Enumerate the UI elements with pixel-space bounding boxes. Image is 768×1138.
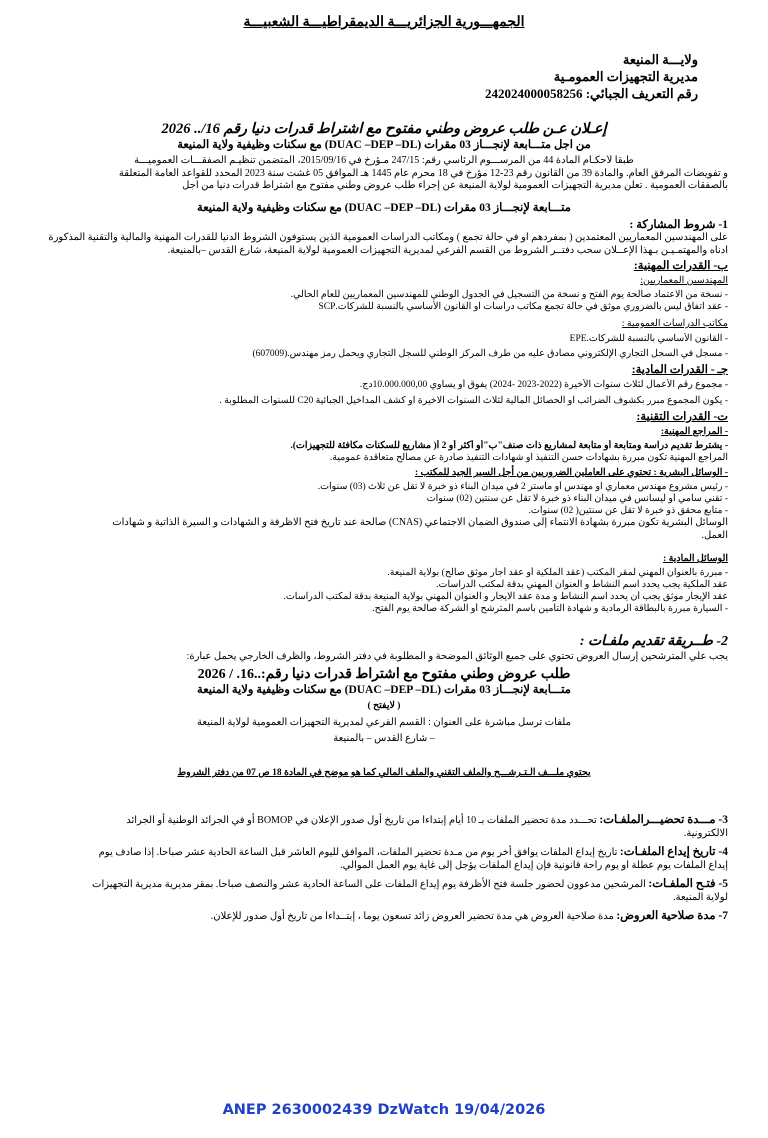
list-item: - نسخة من الاعتماد صالحة يوم الفتح و نسخة من التسجيل في الجدول الوطني للمهندسين المعماريين للعام الحالي.	[290, 290, 728, 300]
financial-list	[40, 379, 728, 407]
list-item: - مبررة بالعنوان المهني لمقر المكتب (عقد الملكية أو عقد أجار موثق صالح) بولاية المنيعة.	[387, 568, 728, 578]
section-4	[40, 845, 728, 872]
section-1-line: على المهندسين المعماريين المعتمدين ( بمفردهم أو في حالة تجمع ) ومكاتب الدراسات العمومية الذين يستوفون الشروط الدنيا للقدرات المهنية والمالية والتقنية المذكورة	[48, 232, 728, 243]
anep-footer: ANEP 2630002439 DzWatch 19/04/2026	[222, 1102, 546, 1118]
references-title: - المراجع المهنية:	[660, 427, 728, 437]
section-4-text-cont: إيداع الملفات يوم عطلة او يوم راحة قانونية فإن إيداع الملفات يؤجل إلى غاية يوم العمل الموالي.	[340, 859, 728, 871]
section-2-paragraph: يجب علي المترشحين إرسال العروض تحتوي على جميع الوثائق الموضحة و المطلوبة في دفتر الشروط، والظرف الخارجي يحمل عبارة:	[186, 651, 728, 662]
section-5-text: المرشحين مدعوون لحضور جلسة فتح الأظرفة يوم إيداع الملفات على الساعة الحادية عشر والنصف صباحا. بمقر مديرية مديرية التجهيزات	[92, 879, 649, 890]
section-7-label: 7- مدة صلاحية العروض:	[616, 910, 728, 922]
section-1-paragraph	[40, 232, 728, 257]
intro-line: طبقا لأحكـام المادة 44 من المرســـوم الرئاسي رقم: 247/15 مـؤرخ في 2015/09/16، المتضمن تنظيـم الصفقـــات العموميـــة	[134, 155, 634, 166]
list-item: المراجع المهنية تكون مبررة بشهادات حسن التنفيذ او شهادات التنفيذ صادرة عن مصالح متعاقدة عمومية.	[329, 453, 728, 463]
section-1-title: 1- شروط المشاركة :	[629, 219, 728, 231]
professional-capacity-title: ب- القدرات المهنية:	[633, 260, 728, 272]
list-item: - يشترط تقديم دراسة ومتابعة أو متابعة لمشاريع ذات صنف"ب"أو أكثر أو 2 أ( مشاريع للسكنات مكافئة للتجهيزات).	[290, 441, 728, 451]
directorate-label: مديرية التجهيزات العمومـية	[553, 69, 698, 84]
material-means-list	[40, 567, 728, 615]
references-list	[40, 440, 728, 464]
list-item: - السيارة مبررة بالبطاقة الرمادية و شهادة التأمين باسم المترشح أو الشركة صالحة يوم الفتح.	[372, 604, 728, 614]
section-4-label: 4- تاريخ إيداع الملفـات:	[619, 846, 728, 858]
offices-title: مكاتب الدراسات العمومية :	[621, 319, 728, 329]
staff-title: - الوسائل البشرية : تحتوي على العاملين الضروريين من أجل السير الجيد للمكتب :	[415, 468, 728, 478]
intro-paragraph	[40, 155, 728, 193]
tax-id: رقم التعريف الجبائي: 242024000058256	[484, 86, 698, 101]
wilaya-label: ولايـــة المنيعة	[622, 52, 698, 67]
section-1-line: أدناه والمهتمـيـن بـهذا الإعــلان سحب دفتــر الشروط من القسم الفرعي لمديرية التجهيزات العمومية لولاية المنيعة، شارع القدس –بالمنيعة.	[167, 244, 728, 256]
material-means-title: الوسائل المادية :	[663, 554, 728, 564]
architects-list	[40, 289, 728, 313]
list-item: - مسجل في السجل التجاري الإلكتروني مصادق عليه من طرف المركز الوطني للسجل التجاري ويحمل رمز مهندس.(607009)	[252, 349, 728, 359]
list-item: - متابع محقق ذو خبرة لا تقل عن سنتين( 02) سنوات.	[528, 506, 728, 516]
list-item: - تقني سامي أو ليسانس في ميدان البناء ذو خبرة لا تقل عن سنتين (02) سنوات	[426, 494, 728, 504]
section-3	[40, 813, 728, 840]
section-3-label: 3- مـــدة تحضيـــرالملفـات:	[599, 814, 728, 826]
section-7	[40, 909, 728, 924]
section-3-text-cont: الالكترونية.	[683, 827, 728, 839]
notice-title: إعـلان عـن طلب عروض وطني مفتوح مع اشتراط قدرات دنيا رقم 16/.. 2026	[161, 121, 607, 137]
section-5-label: 5- فتـح الملفـات:	[648, 878, 728, 890]
section-5	[40, 877, 728, 904]
list-item: - القانون الأساسي بالنسبة للشركات.EPE	[569, 334, 728, 344]
list-item: عقد الملكية يجب يحدد اسم النشاط و العنوان المهني بدقة لمكتب الدراسات.	[436, 580, 728, 590]
intro-project: متـــابعة لإنجـــاز 03 مقرات (DUAC –DEP –DL) مع سكنات وظيفية ولاية المنيعة	[197, 202, 571, 214]
list-item: - عقد اتفاق ليس بالضروري موثق في حالة تجمع مكاتب دراسات او القانون الأساسي بالنسبة للشركات.SCP	[318, 302, 728, 312]
intro-line: و تفويضات المرفق العام. والمادة 39 من القانون رقم 23-12 مؤرخ في 18 محرم عام 1445 هـ الموافق 05 غشت سنة 2023 المحدد للقواعد العامة المتعلقة	[118, 167, 728, 179]
list-item: العمل.	[701, 529, 728, 541]
section-4-text: تاريخ إيداع الملفات يوافق أخر يوم من مـدة تحضير الملفات، الموافق لليوم العاشر قبل الساعة الحادية عشر صباحا. إذا صادف يوم	[98, 847, 620, 858]
technical-capacity-title: ت- القدرات التقنية:	[636, 411, 728, 423]
envelope-line-3: ( لايفتح )	[367, 701, 401, 711]
address-line-1: ملفات ترسل مباشرة على العنوان : القسم الفرعي لمديرية التجهيزات العمومية لولاية المنيعة	[197, 717, 571, 728]
envelope-line-2: متـــابعة لإنجـــاز 03 مقرات (DUAC –DEP –DL) مع سكنات وظيفية ولاية المنيعة	[197, 684, 571, 696]
list-item: - مجموع رقم الأعمال لثلاث سنوات الأخيرة (2022-2023 -2024) يفوق أو يساوي 10.000.000,00دج.	[359, 380, 728, 390]
section-2-title: 2- طــريقة تقديم ملفـات :	[579, 634, 728, 649]
list-item: - رئيس مشروع مهندس معماري او مهندس أو ماستر 2 في ميدان البناء ذو خبرة لا تقل عن ثلاث (03) سنوات.	[317, 482, 728, 492]
offices-list	[40, 333, 728, 360]
section-3-text: تحـــدد مدة تحضير الملفات بـ 10 أيام إبتداءا من تاريخ أول صدور الإعلان في BOMOP أو في الجرائد الوطنية أو الجرائد	[126, 815, 600, 826]
notice-subtitle: من اجل متـــابعة لإنجـــاز 03 مقرات (DUAC –DEP –DL) مع سكنات وظيفية ولاية المنيعة	[177, 139, 591, 151]
intro-line: بالصفقات العمومية . تعلن مديرية التجهيزات العمومية لولاية المنيعة عن إجراء طلب عروض وطني مفتوح مع اشتراط قدرات دنيا من اجل	[182, 180, 728, 191]
section-7-text: مدة صلاحية العروض هي مدة تحضير العروض زائد تسعون يوما ، إبتــداءا من تاريخ أول صدور للإعلان.	[210, 911, 617, 922]
staff-list	[40, 481, 728, 542]
address-line-2: – شارع القدس – بالمنيعة	[333, 733, 435, 744]
list-item: - يكون المجموع مبرر بكشوف الضرائب او الحصائل المالية لثلاث السنوات الاخيرة او كشف المداخيل الجبائية C20 للسنوات المطلوبة .	[219, 396, 728, 406]
section-5-text-cont: لولاية المنيعة.	[673, 891, 728, 903]
envelope-line-1: طلب عروض وطني مفتوح مع اشتراط قدرات دنيا رقم:..16. / 2026	[197, 667, 571, 682]
list-item: عقد الإيجار موثق يجب أن يحدد اسم النشاط و مدة عقد الايجار و العنوان المهني بولاية المنيعة بدقة لمكتب الدراسات.	[283, 592, 728, 602]
material-capacity-title: جـ - القدرات المادية:	[631, 364, 728, 376]
file-contents-note: يحتوي ملـــف الـتـرشـــح والملف التقني والملف المالي كما هو موضح في المادة 18 ص 07 من دفتر الشروط	[177, 768, 591, 778]
list-item: الوسائل البشرية تكون مبررة بشهادة الانتماء إلى صندوق الضمان الاجتماعي (CNAS) صالحة عند تاريخ فتح الاظرفة و الشهادات و السيرة الذاتية و شهادات	[112, 517, 728, 528]
architects-title: المهندسين المعماريين:	[640, 276, 728, 286]
republic-heading: الجمهـــورية الجزائريـــة الديمقراطيـــة الشعبيـــة	[243, 15, 525, 30]
